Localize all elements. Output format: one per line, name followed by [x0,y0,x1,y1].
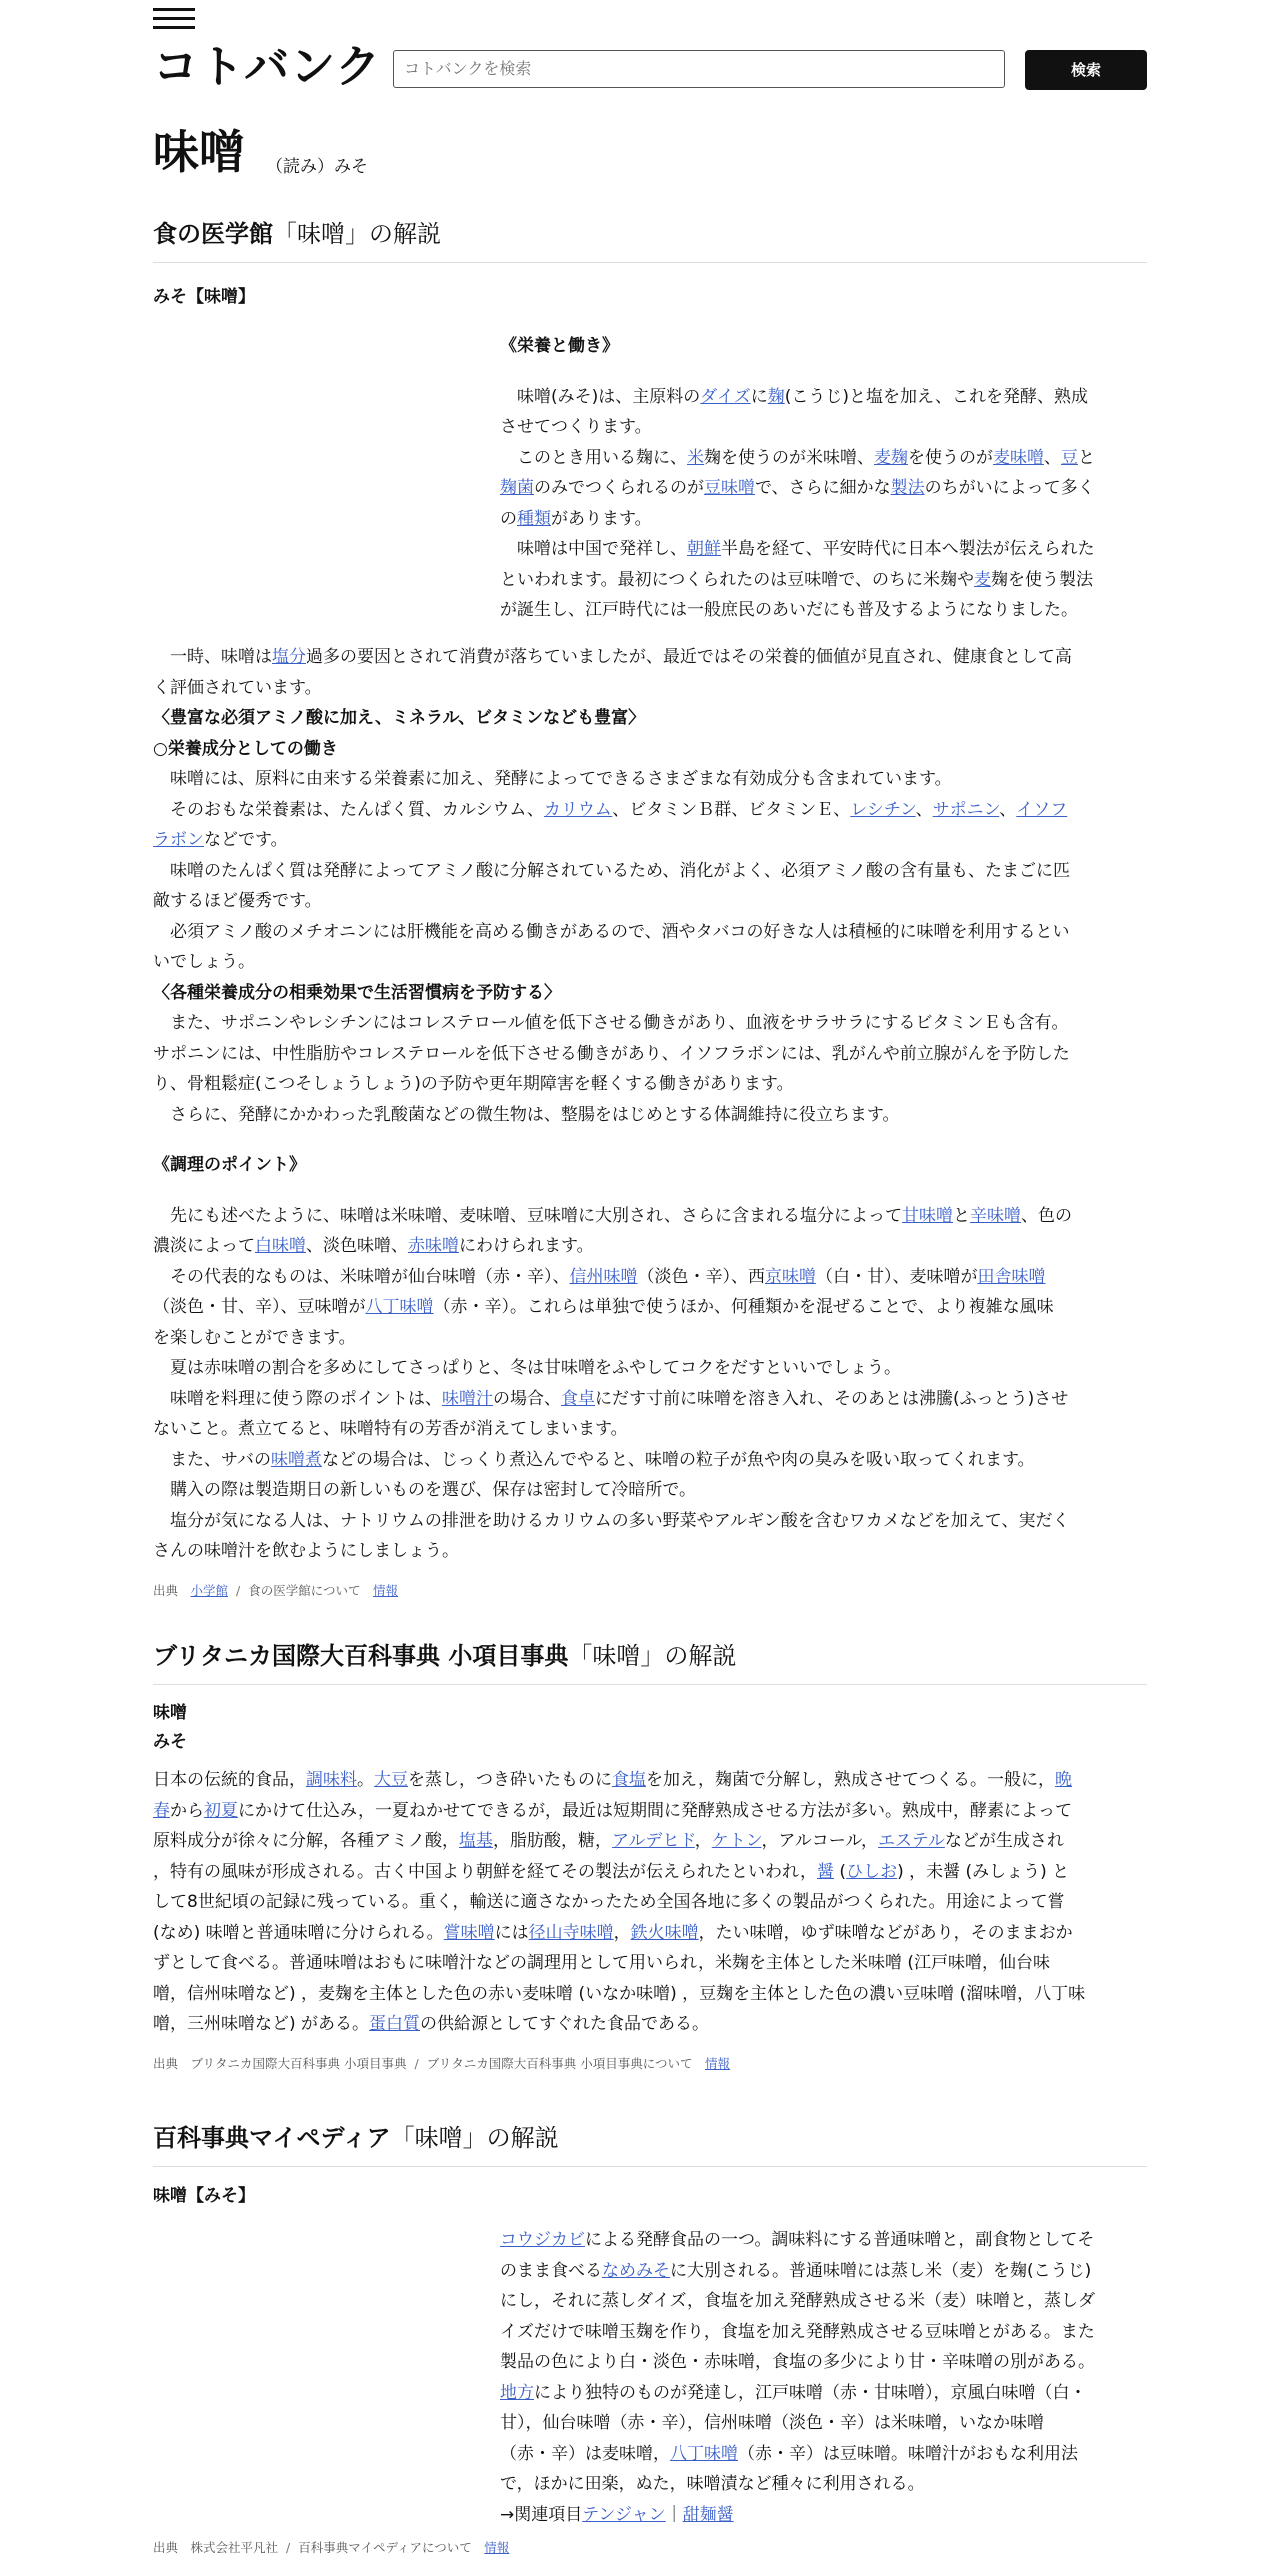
term-link[interactable]: 豆 [1061,447,1078,468]
term-link[interactable]: カリウム [543,799,613,820]
term-link[interactable]: 麹菌 [500,478,534,498]
term-link[interactable]: 京味噌 [765,1266,816,1287]
term-link[interactable]: 八丁味噌 [670,2443,738,2464]
publisher-link[interactable]: 小学館 [190,1582,229,1598]
term-link[interactable]: 味噌煮 [270,1449,322,1470]
headword: 味噌【みそ】 [153,2186,255,2206]
side-block [500,2225,1147,2530]
term-link[interactable]: 田舎味噌 [977,1266,1046,1287]
term-link[interactable]: 製法 [890,478,925,498]
term-link[interactable]: 麹 [767,386,785,407]
subheading: 《調理のポイント》 [153,1155,306,1175]
term-link[interactable]: 食塩 [612,1770,646,1790]
term-link[interactable]: 赤味噌 [408,1236,459,1256]
term-link[interactable]: ダイズ [700,386,751,407]
term-link[interactable]: 米 [687,447,704,468]
page-title: 味噌 [153,125,245,179]
subheading: 〈各種栄養成分の相乗効果で生活習慣病を予防する〉 [153,982,561,1003]
term-link[interactable]: 大豆 [374,1770,408,1790]
term-link[interactable]: 地方 [500,2382,534,2403]
paragraph: 味噌には、原料に由来する栄養素に加え、発酵によってできるさまざまな有効成分も含まれています。 そのおもな栄養素は、たんぱく質、カルシウム、カリウム、ビタミンＢ群、ビタミンＥ、レシチン、サポニン、イソフ ラボンなどです。 味噌のたんぱく質は発酵によってアミノ酸に分解されているため、消化がよく、必須アミノ酸の含有量も、たまごに匹 敵するほど優秀です。 必須アミノ酸のメチオニンには肝機能を高める働きがあるので、酒やタバコの好きな人は積極的に味噌を利用するとい いでしょう。 [153,769,1070,972]
search-button[interactable]: 検索 [1025,50,1147,90]
term-link[interactable]: ケトン [711,1831,762,1851]
term-link[interactable]: 辛味噌 [970,1205,1022,1226]
term-link[interactable]: エステル [878,1831,945,1851]
term-link[interactable]: 春 [153,1800,170,1821]
term-link[interactable]: 晩 [1055,1770,1073,1790]
section-mypedia [153,2122,1147,2555]
term-link[interactable]: 種類 [517,508,551,529]
headword-reading: みそ [153,1732,187,1752]
term-link[interactable]: アルデヒド [612,1831,695,1851]
term-link[interactable]: 塩基 [459,1831,493,1851]
term-link[interactable]: 麦 [973,569,991,590]
section-britannica [153,1640,1147,2074]
term-link[interactable]: なめみそ [602,2260,670,2281]
reading: （読み）みそ [266,157,368,177]
term-link[interactable]: 径山寺味噌 [528,1922,614,1943]
term-link[interactable]: サポニン [932,799,1000,820]
subheading: 〈豊富な必須アミノ酸に加え、ミネラル、ビタミンなども豊富〉 [153,708,646,728]
headword: 味噌 [153,1703,187,1723]
term-link[interactable]: 初夏 [204,1800,238,1821]
section-shoku-igakukan [153,218,1147,1598]
term-link[interactable]: 調味料 [306,1770,357,1790]
section-title: 百科事典マイペディア「味噌」の解説 [153,2122,1147,2167]
info-link[interactable]: 情報 [484,2540,510,2555]
term-link[interactable]: レシチン [850,799,916,820]
term-link[interactable]: 味噌汁 [442,1388,493,1409]
search-input[interactable]: コトバンクを検索 [393,50,1005,88]
source-line: 出典 小学館 / 食の医学館について 情報 [153,1582,399,1598]
term-link[interactable]: 鉄火味噌 [630,1922,699,1943]
headword: みそ【味噌】 [153,287,255,307]
term-link[interactable]: 白味噌 [255,1236,306,1256]
info-link[interactable]: 情報 [704,2055,730,2071]
paragraph: 日本の伝統的食品，調味料。大豆を蒸し，つき砕いたものに食塩を加え，麹菌で分解し，熟成させてつくる。一般に，晩 春から初夏にかけて仕込み，一夏ねかせてできるが，最近は短期間に発酵熟成させる方法が多い。熟成中，酵素によって 原料成分が徐々に分解，各種アミノ酸，塩基，脂肪酸，糖，アルデヒド，ケトン，アルコール，エステルなどが生成され ，特有の風味が形成される。古く中国より朝鮮を経てその製法が伝えられたといわれ，醤 (ひしお) ，未醤 (みしょう) と して8世紀頃の記録に残っている。重く，輸送に適さなかったため全国各地に多くの製品がつくられた。用途によって嘗 (なめ) 味噌と普通味噌に分けられる。嘗味噌には径山寺味噌，鉄火味噌，たい味噌，ゆず味噌などがあり，そのままおか ずとして食べる。普通味噌はおもに味噌汁などの調理用として用いられ，米麹を主体とした米味噌 (江戸味噌，仙台味 噌，信州味噌など) ，麦麹を主体とした色の赤い麦味噌 (いなか味噌) ，豆麹を主体とした色の濃い豆味噌 (溜味噌，八丁味 噌，三州味噌など) がある。蛋白質の供給源としてすぐれた食品である。 [153,1770,1086,2034]
term-link[interactable]: 八丁味噌 [365,1297,434,1317]
related-link[interactable]: テンジャン [582,2504,666,2525]
term-link[interactable]: 蛋白質 [369,2014,421,2034]
paragraph: 先にも述べたように、味噌は米味噌、麦味噌、豆味噌に大別され、さらに含まれる塩分によって甘味噌と辛味噌、色の 濃淡によって白味噌、淡色味噌、赤味噌にわけられます。 その代表的なものは、米味噌が仙台味噌（赤・辛）、信州味噌（淡色・辛）、西京味噌（白・甘）、麦味噌が田舎味噌 （淡色・甘、辛）、豆味噌が八丁味噌（赤・辛）。これらは単独で使うほか、何種類かを混ぜることで、より複雑な風味 を楽しむことができます。 夏は赤味噌の割合を多めにしてさっぱりと、冬は甘味噌をふやしてコクをだすといいでしょう。 味噌を料理に使う際のポイントは、味噌汁の場合、食卓にだす寸前に味噌を溶き入れ、そのあとは沸騰(ふっとう)させ ないこと。煮立てると、味噌特有の芳香が消えてしまいます。 また、サバの味噌煮などの場合は、じっくり煮込んでやると、味噌の粒子が魚や肉の臭みを吸い取ってくれます。 購入の際は製造期日の新しいものを選び、保存は密封して冷暗所で。 塩分が気になる人は、ナトリウムの排泄を助けるカリウムの多い野菜やアルギン酸を含むワカメなどを加えて、実だく さんの味噌汁を飲むようにしましょう。 [153,1205,1073,1561]
term-link[interactable]: ラボン [153,830,204,850]
subheading: 《栄養と働き》 [500,336,619,356]
term-link[interactable]: 朝鮮 [687,539,721,559]
subheading: ○栄養成分としての働き [153,738,338,759]
term-link[interactable]: 信州味噌 [569,1266,638,1287]
term-link[interactable]: コウジカビ [500,2230,585,2250]
related-link[interactable]: 甜麺醤 [682,2504,734,2525]
section-title: 食の医学館「味噌」の解説 [153,218,1147,263]
source-line: 出典 ブリタニカ国際大百科事典 小項目事典 / ブリタニカ国際大百科事典 小項目事典について 情報 [153,2055,730,2071]
term-link[interactable]: 嘗味噌 [443,1922,495,1943]
body-block [153,642,1147,1601]
paragraph: 一時、味噌は塩分過多の要因とされて消費が落ちていましたが、最近ではその栄養的価値が見直され、健康食として高 く評価されています。 [153,647,1072,698]
side-block [500,331,1147,626]
section-title: ブリタニカ国際大百科事典 小項目事典「味噌」の解説 [153,1640,1147,1685]
paragraph: 味噌(みそ)は、主原料のダイズに麹(こうじ)と塩を加え、これを発酵、熟成 させてつくります。 このとき用いる麹に、米麹を使うのが米味噌、麦麹を使うのが麦味噌、豆と 麹菌のみでつくられるのが豆味噌で、さらに細かな製法のちがいによって多く の種類があります。 味噌は中国で発祥し、朝鮮半島を経て、平安時代に日本へ製法が伝えられた といわれます。最初につくられたのは豆味噌で、のちに米麹や麦麹を使う製法 が誕生し、江戸時代には一般庶民のあいだにも普及するようになりました。 [500,386,1095,620]
term-link[interactable]: 麦麹 [874,447,908,468]
site-logo[interactable]: コトバンク [153,40,382,93]
term-link[interactable]: 甘味噌 [902,1205,954,1226]
paragraph: また、サポニンやレシチンにはコレステロール値を低下させる働きがあり、血液をサラサラにするビタミンＥも含有。 サポニンには、中性脂肪やコレステロールを低下させる働きがあり、イソフラボンには、乳がんや前立腺がんを予防した り、骨粗鬆症(こつそしょうしょう)の予防や更年期障害を軽くする働きがあります。 さらに、発酵にかかわった乳酸菌などの微生物は、整腸をはじめとする体調維持に役立ちます。 [153,1013,1070,1125]
paragraph: コウジカビによる発酵食品の一つ。調味料にする普通味噌と，副食物としてそ のまま食べるなめみそに大別される。普通味噌には蒸し米（麦）を麹(こうじ) にし，それに蒸しダイズ，食塩を加え発酵熟成させる米（麦）味噌と，蒸しダ イズだけで味噌玉麹を作り，食塩を加え発酵熟成させる豆味噌とがある。また 製品の色により白・淡色・赤味噌，食塩の多少により甘・辛味噌の別がある。 地方により独特のものが発達し，江戸味噌（赤・甘味噌），京風白味噌（白・ 甘），仙台味噌（赤・辛），信州味噌（淡色・辛）は米味噌，いなか味噌 （赤・辛）は麦味噌，八丁味噌（赤・辛）は豆味噌。味噌汁がおもな利用法 で，ほかに田楽，ぬた，味噌漬など種々に利用される。 →関連項目テンジャン｜甜麺醤 [500,2230,1095,2525]
source-line: 出典 株式会社平凡社 / 百科事典マイペディアについて 情報 [153,2540,510,2555]
menu-icon[interactable] [153,8,195,32]
term-link[interactable]: イソフ [1016,799,1068,820]
term-link[interactable]: 塩分 [272,647,306,667]
term-link[interactable]: 麦味噌 [993,447,1044,468]
term-link[interactable]: 醤 [817,1861,835,1882]
term-link[interactable]: ひしお [846,1861,898,1882]
term-link[interactable]: 食卓 [561,1388,595,1409]
info-link[interactable]: 情報 [373,1582,399,1598]
term-link[interactable]: 豆味噌 [704,478,755,498]
